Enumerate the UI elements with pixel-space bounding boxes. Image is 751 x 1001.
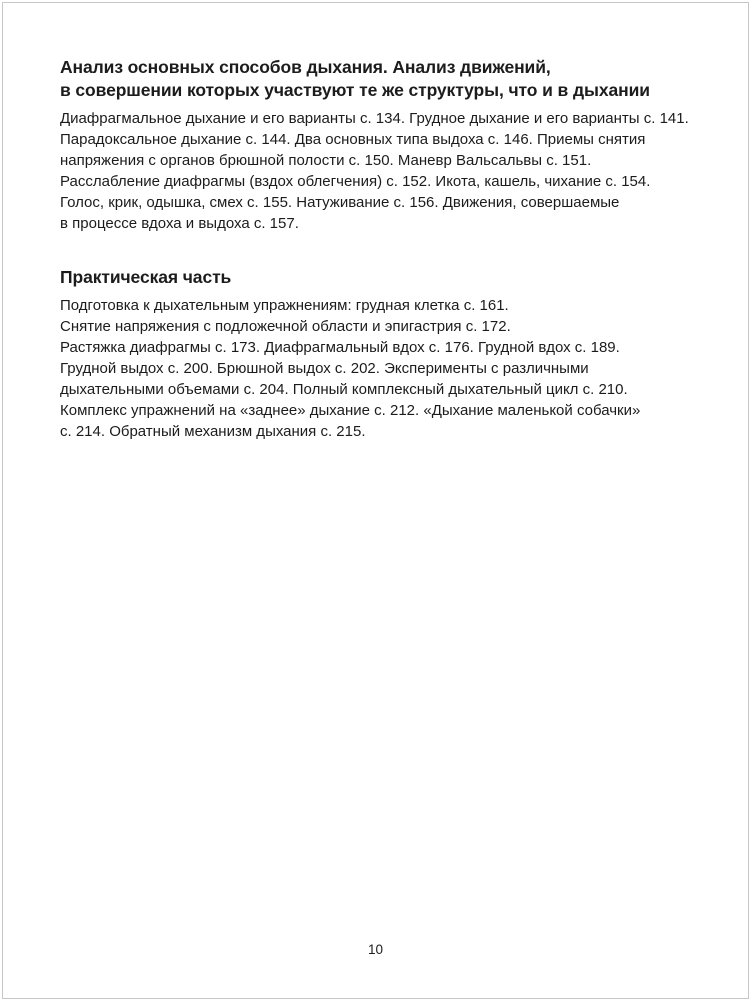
toc-entry-line: Парадоксальное дыхание с. 144. Два основных типа выдоха с. 146. Приемы снятия [60,131,646,148]
section-heading [60,56,700,102]
toc-entry-line: Диафрагмальное дыхание и его варианты с. 134. Грудное дыхание и его варианты с. 141. [60,110,689,127]
toc-entry-line: дыхательными объемами с. 204. Полный комплексный дыхательный цикл с. 210. [60,381,628,398]
section-body [60,295,700,442]
toc-entry-line: напряжения с органов брюшной полости с. 150. Маневр Вальсальвы с. 151. [60,152,592,169]
page-number: 10 [367,942,384,957]
toc-entry-line: Растяжка диафрагмы с. 173. Диафрагмальный вдох с. 176. Грудной вдох с. 189. [60,339,620,356]
toc-entry-line: в процессе вдоха и выдоха с. 157. [60,215,299,232]
toc-entry-line: с. 214. Обратный механизм дыхания с. 215. [60,423,366,440]
section-body [60,108,700,234]
section-heading-line: Анализ основных способов дыхания. Анализ движений, [60,57,551,77]
section-heading [60,266,700,289]
toc-entry-line: Грудной выдох с. 200. Брюшной выдох с. 202. Эксперименты с различными [60,360,589,377]
toc-entry-line: Голос, крик, одышка, смех с. 155. Натуживание с. 156. Движения, совершаемые [60,194,620,211]
toc-entry-line: Подготовка к дыхательным упражнениям: грудная клетка с. 161. [60,297,509,314]
toc-entry-line: Снятие напряжения с подложечной области и эпигастрия с. 172. [60,318,511,335]
toc-entry-line: Комплекс упражнений на «заднее» дыхание с. 212. «Дыхание маленькой собачки» [60,402,641,419]
section-heading-line: Практическая часть [60,267,232,287]
section-heading-line: в совершении которых участвуют те же структуры, что и в дыхании [60,80,650,100]
toc-section-breath-analysis [60,56,700,234]
toc-section-practical-part [60,266,700,442]
toc-page-content [60,56,700,442]
toc-entry-line: Расслабление диафрагмы (вздох облегчения) с. 152. Икота, кашель, чихание с. 154. [60,173,651,190]
